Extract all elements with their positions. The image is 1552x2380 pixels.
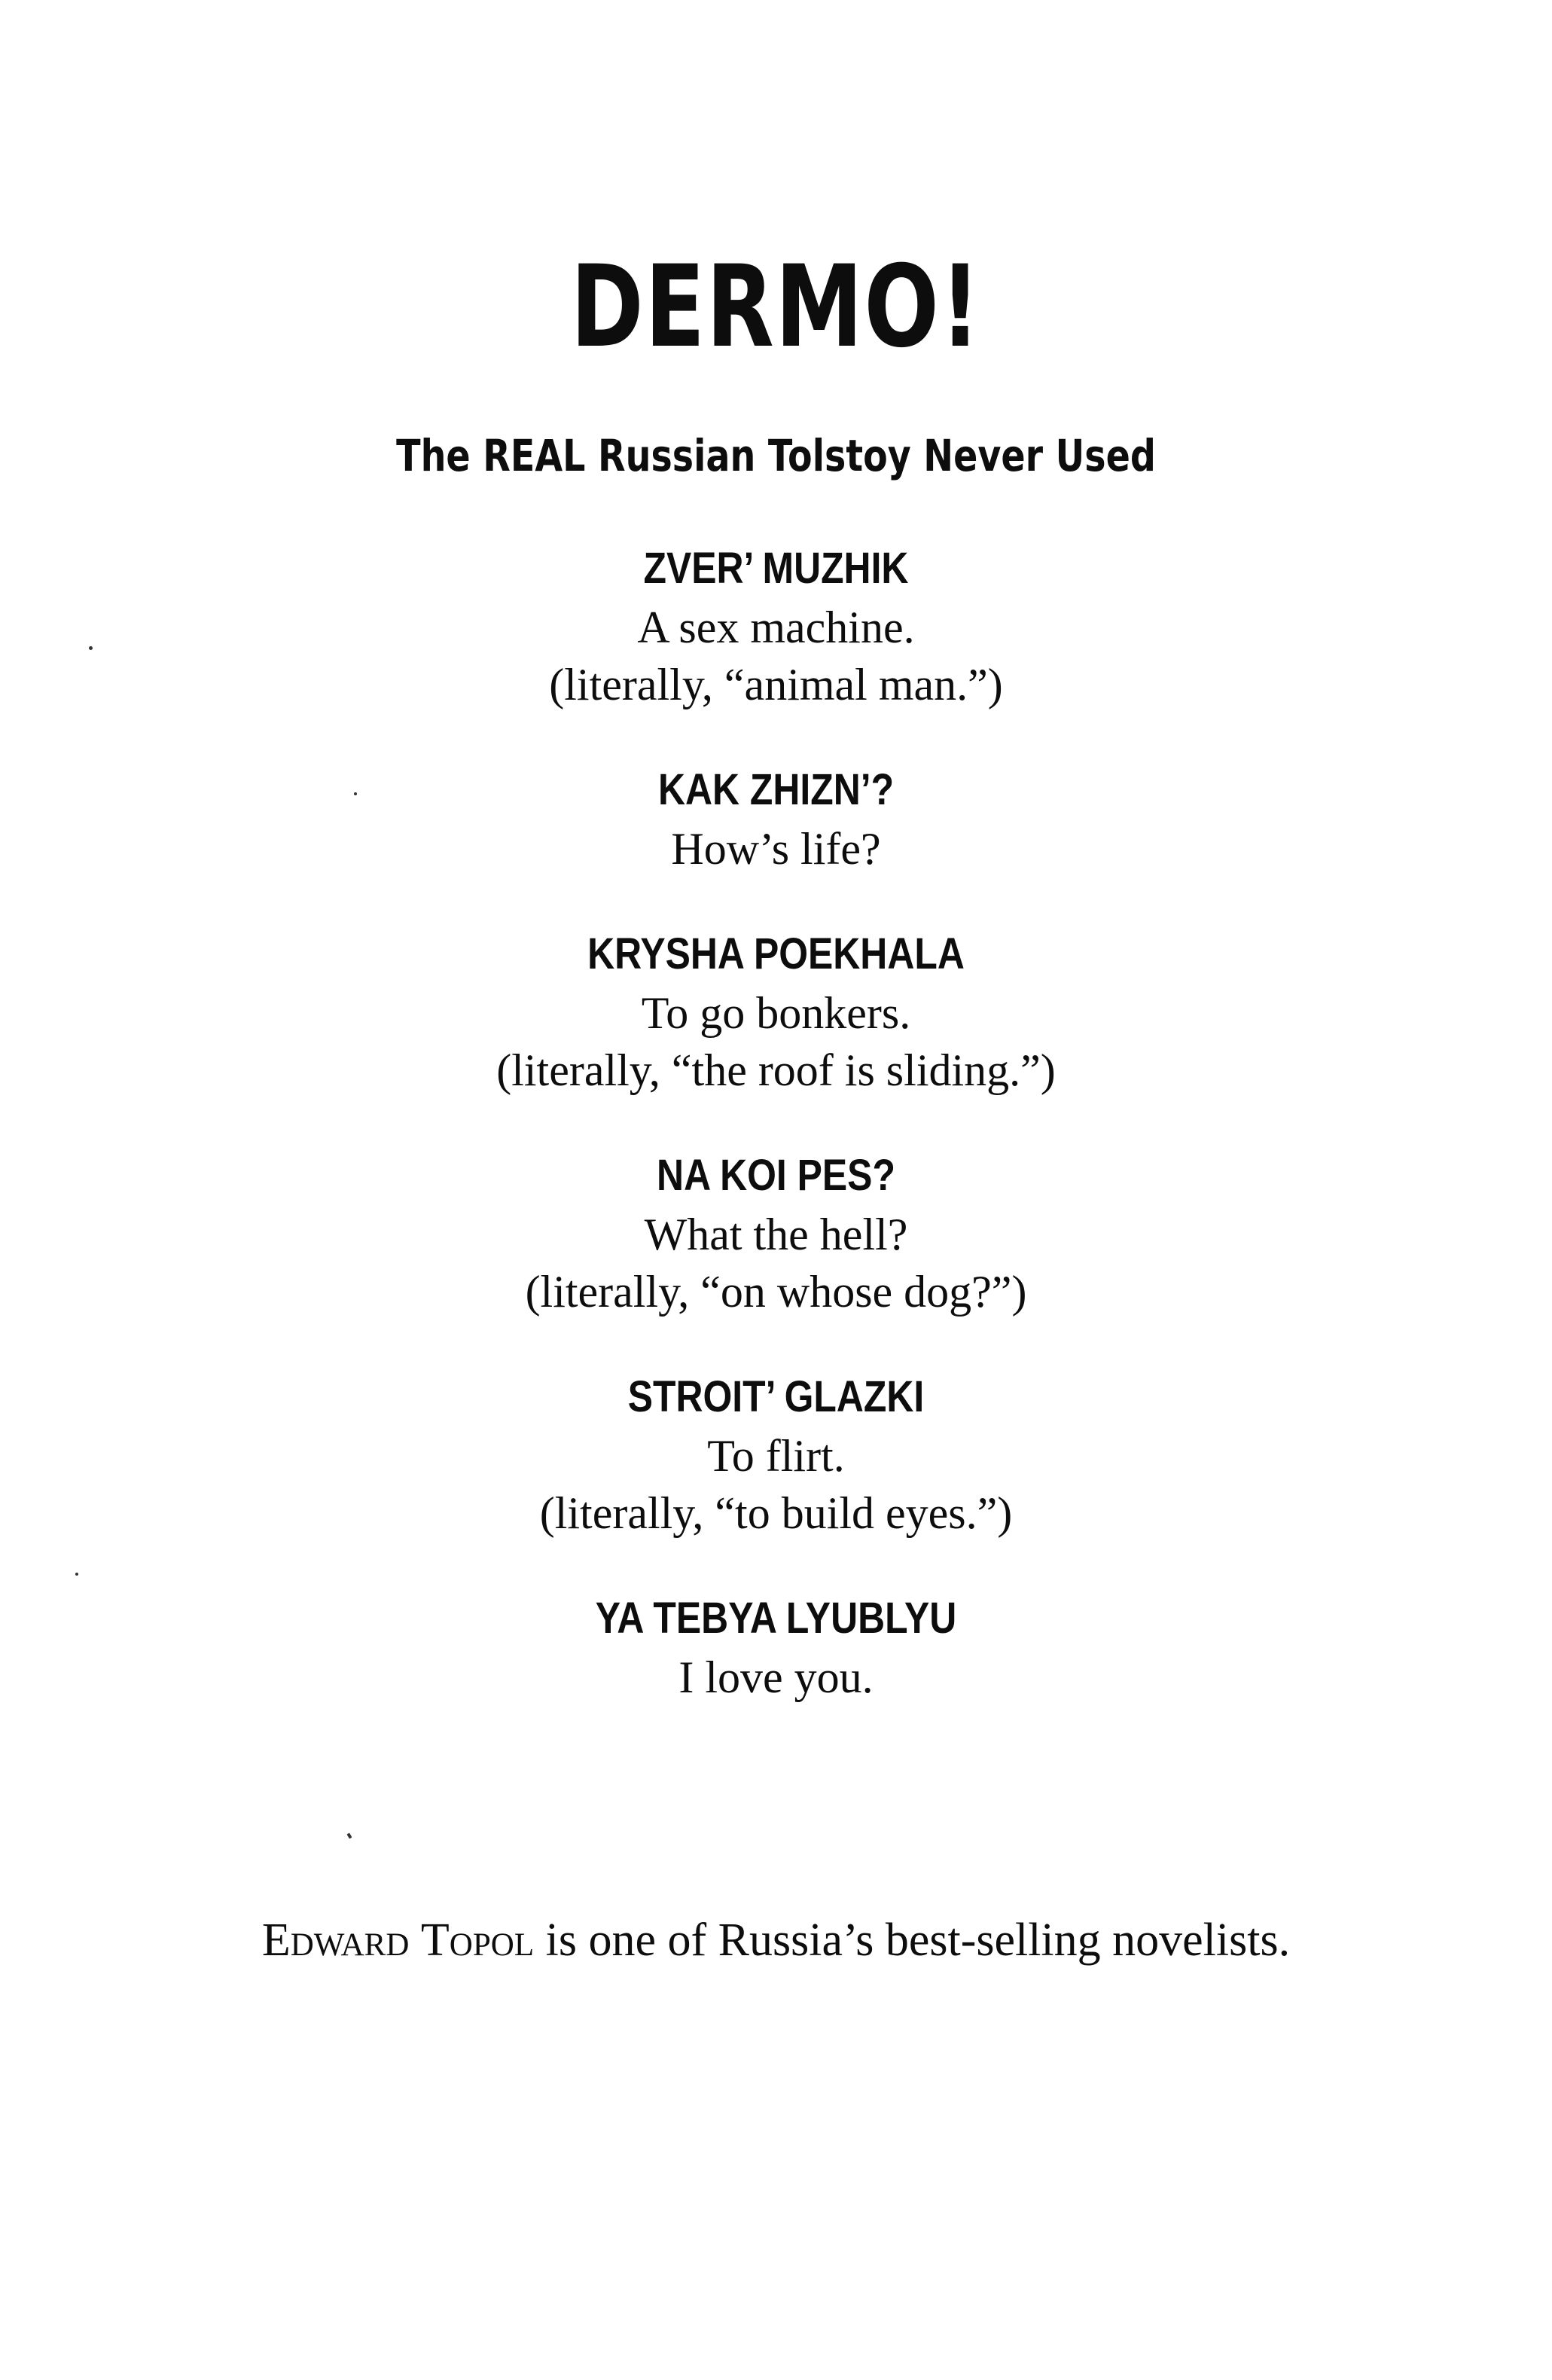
phrase-term: KRYSHA POEKHALA: [587, 929, 965, 978]
phrase-meaning: I love you.: [678, 1652, 874, 1702]
phrase-meaning: How’s life?: [671, 824, 881, 874]
phrase-entry: [0, 1146, 1552, 1320]
phrase-entry: [0, 1367, 1552, 1542]
phrase-entry: [0, 539, 1552, 713]
author-note: [0, 1910, 1552, 1970]
phrase-term: YA TEBYA LYUBLYU: [595, 1594, 957, 1643]
phrase-list: [0, 539, 1552, 1753]
phrase-entry: [0, 924, 1552, 1099]
phrase-literal: (literally, “on whose dog?”): [525, 1267, 1027, 1317]
phrase-literal: (literally, “to build eyes.”): [539, 1488, 1013, 1538]
phrase-literal: (literally, “the roof is sliding.”): [496, 1045, 1056, 1095]
scan-speck: [89, 646, 93, 650]
phrase-meaning: A sex machine.: [637, 603, 915, 652]
author-first-name: Edward: [261, 1915, 410, 1966]
page-title: DERMO!: [570, 242, 982, 373]
scan-speck: [354, 792, 357, 795]
phrase-meaning: What the hell?: [644, 1210, 908, 1259]
phrase-term: NA KOI PES?: [657, 1151, 895, 1200]
phrase-literal: (literally, “animal man.”): [549, 660, 1003, 709]
phrase-term: KAK ZHIZN’?: [657, 765, 895, 814]
author-last-name: Topol: [420, 1915, 535, 1966]
phrase-meaning: To go bonkers.: [641, 988, 911, 1038]
page-subtitle: The REAL Russian Tolstoy Never Used: [396, 430, 1156, 481]
author-note-text: is one of Russia’s best-selling novelists.: [534, 1915, 1291, 1966]
phrase-term: ZVER’ MUZHIK: [643, 544, 909, 593]
phrase-entry: [0, 1588, 1552, 1706]
scan-speck: [75, 1573, 78, 1576]
phrase-meaning: To flirt.: [707, 1431, 845, 1481]
phrase-term: STROIT’ GLAZKI: [627, 1372, 925, 1421]
scan-speck: [347, 1832, 352, 1838]
phrase-entry: [0, 760, 1552, 877]
